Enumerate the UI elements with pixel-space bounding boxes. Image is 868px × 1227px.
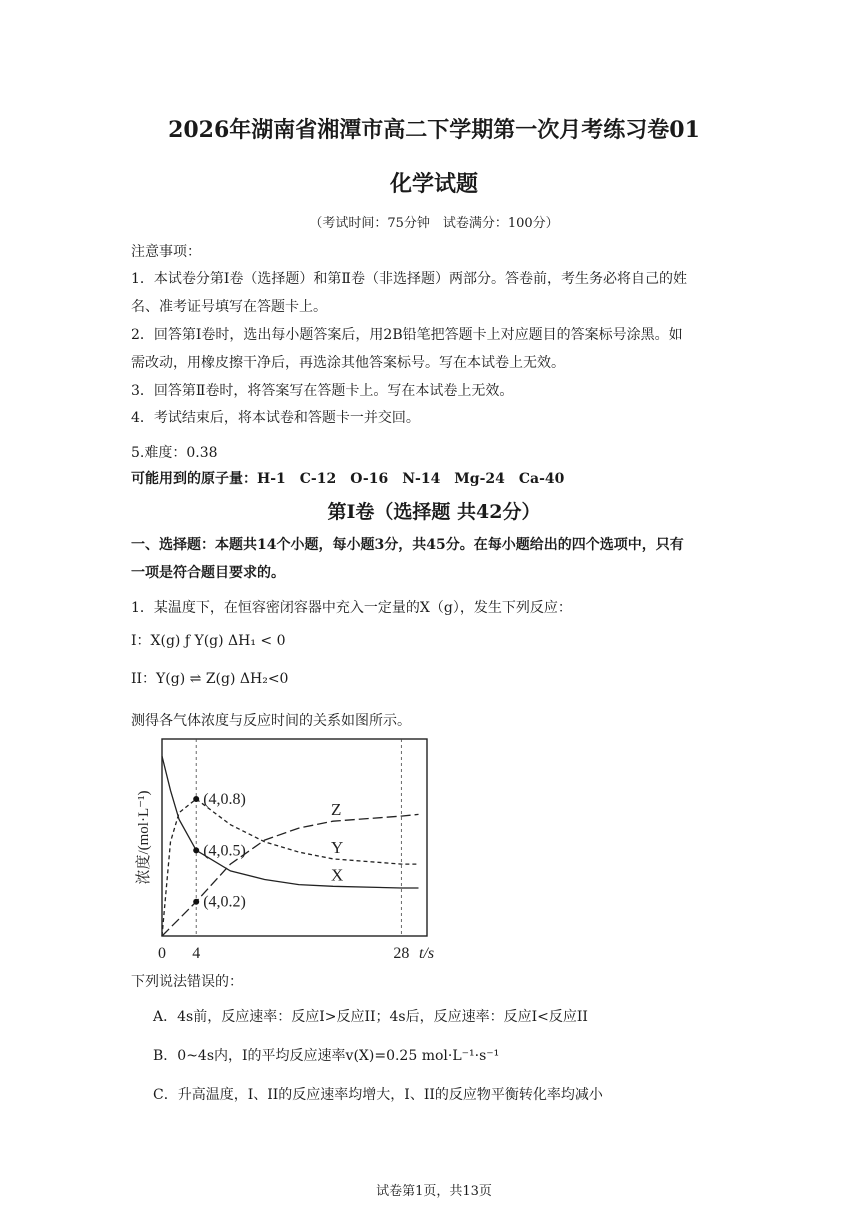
x-tick-label-2: 28: [393, 945, 410, 962]
note-1a: 1．本试卷分第Ⅰ卷（选择题）和第Ⅱ卷（非选择题）两部分。答卷前，考生务必将自己的姓: [131, 271, 687, 287]
option-b: B．0~4s内，I的平均反应速率v(X)=0.25 mol·L⁻¹·s⁻¹: [153, 1048, 500, 1064]
annotation-point-0: [193, 796, 199, 802]
x-tick-label-0: 0: [158, 945, 166, 962]
note-2a: 2．回答第Ⅰ卷时，选出每小题答案后，用2B铅笔把答题卡上对应题目的答案标号涂黑。如: [131, 327, 683, 343]
series-label-Y: Y: [330, 837, 344, 857]
graph-caption: 测得各气体浓度与反应时间的关系如图所示。: [131, 713, 411, 729]
section-intro-a: 一、选择题：本题共14个小题，每小题3分，共45分。在每小题给出的四个选项中，只有: [131, 537, 684, 553]
note-4: 4．考试结束后，将本试卷和答题卡一并交回。: [131, 410, 420, 426]
subject-title: 化学试题: [389, 171, 478, 197]
series-line-X: [162, 756, 419, 888]
reaction-1: I：X(g) ƒ Y(g) ΔH₁ < 0: [131, 633, 286, 649]
reaction-2: II：Y(g) ⇌ Z(g) ΔH₂<0: [131, 671, 289, 687]
annotation-point-2: [193, 899, 199, 905]
series-label-Z: Z: [330, 800, 342, 820]
annotation-label-1: (4,0.5): [203, 842, 246, 860]
question-prompt: 下列说法错误的：: [131, 974, 243, 990]
plot-frame: [162, 739, 427, 936]
note-2b: 需改动，用橡皮擦干净后，再选涂其他答案标号。写在本试卷上无效。: [131, 355, 565, 371]
series-line-Y: [162, 799, 419, 936]
x-tick-label-1: 4: [192, 945, 201, 962]
y-axis-label: 浓度/(mol·L⁻¹): [136, 790, 152, 885]
series-line-Z: [162, 814, 419, 936]
option-a: A．4s前，反应速率：反应I>反应II；4s后，反应速率：反应I<反应II: [153, 1009, 588, 1025]
annotation-label-0: (4,0.8): [203, 790, 246, 808]
annotation-point-1: [193, 847, 199, 853]
annotation-label-2: (4,0.2): [203, 893, 246, 911]
exam-info: （考试时间：75分钟 试卷满分：100分）: [309, 216, 559, 231]
section-intro-b: 一项是符合题目要求的。: [131, 565, 285, 581]
note-3: 3．回答第Ⅱ卷时，将答案写在答题卡上。写在本试卷上无效。: [131, 383, 514, 399]
atomic-masses: 可能用到的原子量：H-1 C-12 O-16 N-14 Mg-24 Ca-40: [131, 471, 565, 487]
exam-title: 2026年湖南省湘潭市高二下学期第一次月考练习卷01: [168, 117, 700, 143]
x-axis-label: t/s: [419, 945, 435, 962]
series-label-X: X: [330, 865, 344, 885]
page-footer: 试卷第1页，共13页: [376, 1184, 492, 1199]
option-c: C．升高温度，I、II的反应速率均增大，I、II的反应物平衡转化率均减小: [153, 1087, 603, 1103]
note-1b: 名、准考证号填写在答题卡上。: [131, 299, 327, 315]
notes-heading: 注意事项：: [131, 244, 201, 260]
difficulty: 5.难度：0.38: [131, 445, 218, 461]
section-title: 第Ⅰ卷（选择题 共42分）: [327, 501, 541, 523]
concentration-time-chart: [128, 730, 448, 968]
question-1-stem: 1．某温度下，在恒容密闭容器中充入一定量的X（g），发生下列反应：: [131, 600, 572, 616]
